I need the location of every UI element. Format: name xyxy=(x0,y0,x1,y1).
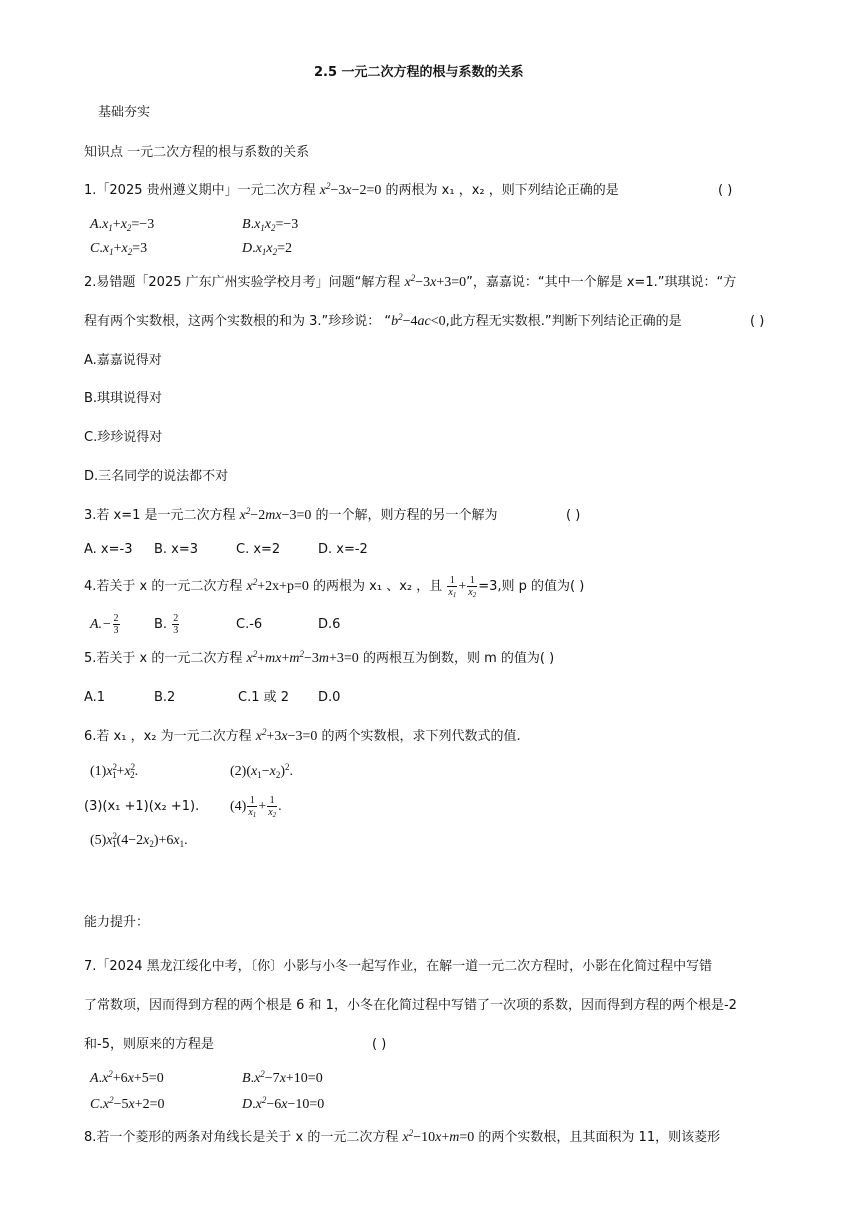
q1-option-c: $C.x_1+x_2=3$ xyxy=(90,241,148,257)
q3-option-d: D. x=-2 xyxy=(318,542,368,557)
q4-option-c: C.-6 xyxy=(236,617,263,632)
q2-option-a: A.嘉嘉说得对 xyxy=(84,353,162,368)
q7-option-a: $A.x^2+6x+5=0$ xyxy=(90,1069,164,1086)
answer-bracket: ( ) xyxy=(566,508,581,523)
q6-part-5: $(5)x^2_1(4-2x_2)+6x_1$. xyxy=(90,831,188,849)
q6-part-3: (3)(x₁ +1)(x₂ +1). xyxy=(84,799,200,814)
q6-part-2: $(2)(x_1-x_2)^2$. xyxy=(230,762,294,780)
question-1: 1.「2025 贵州遵义期中」一元二次方程 $x^2-3x-2=0$ 的两根为 x₁ ，x₂ ，则下列结论正确的是 xyxy=(84,181,619,198)
question-5: 5.若关于 x 的一元二次方程 $x^2+mx+m^2-3m+3=0$ 的两根互为倒数，则 m 的值为( ) xyxy=(84,649,555,666)
q4-option-a: A.− $\frac{2}{3}$ xyxy=(90,613,119,636)
q7-option-c: $C.x^2-5x+2=0$ xyxy=(90,1095,165,1112)
equation: $x^2-3x-2=0$ xyxy=(319,181,382,198)
equation: $x^2+3x-3=0$ xyxy=(255,727,318,744)
section-ability: 能力提升： xyxy=(84,915,150,930)
q7-option-d: $D.x^2-6x-10=0$ xyxy=(242,1095,325,1112)
q6-part-4: (4) $\frac{1}{x_1}$ + $\frac{1}{x_2}$ . xyxy=(230,795,282,820)
question-7-line-3: 和-5，则原来的方程是 xyxy=(84,1037,214,1052)
equation: $x^2-3x+3=0$ xyxy=(404,273,467,290)
q4-option-d: D.6 xyxy=(318,617,341,632)
equation: $x^2+2x+p=0$ xyxy=(246,577,309,594)
question-8: 8.若一个菱形的两条对角线长是关于 x 的一元二次方程 $x^2-10x+m=0$ 的两个实数根，且其面积为 11，则该菱形 xyxy=(84,1128,721,1145)
equation: $x^2-2mx-3=0$ xyxy=(239,506,312,523)
q5-option-b: B.2 xyxy=(154,690,176,705)
fraction-1-over-x1: $\frac{1}{x_1}$ xyxy=(448,575,457,599)
equation: $x^2-10x+m=0$ xyxy=(402,1128,475,1145)
q5-option-c: C.1 或 2 xyxy=(238,690,290,705)
question-2-line-1: 2.易错题「2025 广东广州实验学校月考」问题“解方程 $x^2-3x+3=0$”，嘉嘉说：“其中一个解是 x=1.”琪琪说：“方 xyxy=(84,273,737,290)
answer-bracket: ( ) xyxy=(372,1037,387,1052)
q2-option-c: C.珍珍说得对 xyxy=(84,430,163,445)
discriminant: $b^2-4ac<0$ xyxy=(391,312,446,329)
q3-option-b: B. x=3 xyxy=(154,542,199,557)
question-2-line-2: 程有两个实数根，这两个实数根的和为 3.”珍珍说： “$b^2-4ac<0$,此方程无实数根.”判断下列结论正确的是 xyxy=(84,312,682,329)
q1-option-b: $B.x_1x_2=-3$ xyxy=(242,217,299,233)
question-3: 3.若 x=1 是一元二次方程 $x^2-2mx-3=0$ 的一个解，则方程的另一个解为 xyxy=(84,506,498,523)
q2-option-d: D.三名同学的说法都不对 xyxy=(84,469,229,484)
q3-option-a: A. x=-3 xyxy=(84,542,133,557)
page-title: 2.5 一元二次方程的根与系数的关系 xyxy=(314,65,524,80)
question-7-line-2: 了常数项，因而得到方程的两个根是 6 和 1，小冬在化简过程中写错了一次项的系数，因而得到方程的两个根是-2 xyxy=(84,998,737,1013)
q1-option-d: $D.x_1x_2=2$ xyxy=(242,241,292,257)
q5-option-d: D.0 xyxy=(318,690,341,705)
knowledge-point: 知识点 一元二次方程的根与系数的关系 xyxy=(84,145,310,160)
fraction-1-over-x2: $\frac{1}{x_2}$ xyxy=(468,575,477,599)
question-4: 4.若关于 x 的一元二次方程 $x^2+2x+p=0$ 的两根为 x₁ 、x₂ ，且 $\frac{1}{x_1}$ + $\frac{1}{x_2}$ =3,则 p 的值为( ) xyxy=(84,575,585,599)
answer-bracket: ( ) xyxy=(718,183,733,198)
q1-option-a: $A.x_1+x_2=-3$ xyxy=(90,217,155,233)
question-7-line-1: 7.「2024 黑龙江绥化中考，〔你〕小影与小冬一起写作业，在解一道一元二次方程时，小影在化简过程中写错 xyxy=(84,959,713,974)
q5-option-a: A.1 xyxy=(84,690,106,705)
equation: $x^2+mx+m^2-3m+3=0$ xyxy=(246,649,359,666)
q6-part-1: $(1)x^2_1+x^2_2$. xyxy=(90,762,139,780)
q2-option-b: B.琪琪说得对 xyxy=(84,391,163,406)
section-basic: 基础夯实 xyxy=(98,105,151,120)
q7-option-b: $B.x^2-7x+10=0$ xyxy=(242,1069,323,1086)
question-6: 6.若 x₁ ，x₂ 为一元二次方程 $x^2+3x-3=0$ 的两个实数根，求下列代数式的值. xyxy=(84,727,521,744)
q4-option-b: B. $\frac{2}{3}$ xyxy=(154,613,179,636)
q3-option-c: C. x=2 xyxy=(236,542,281,557)
answer-bracket: ( ) xyxy=(750,314,765,329)
